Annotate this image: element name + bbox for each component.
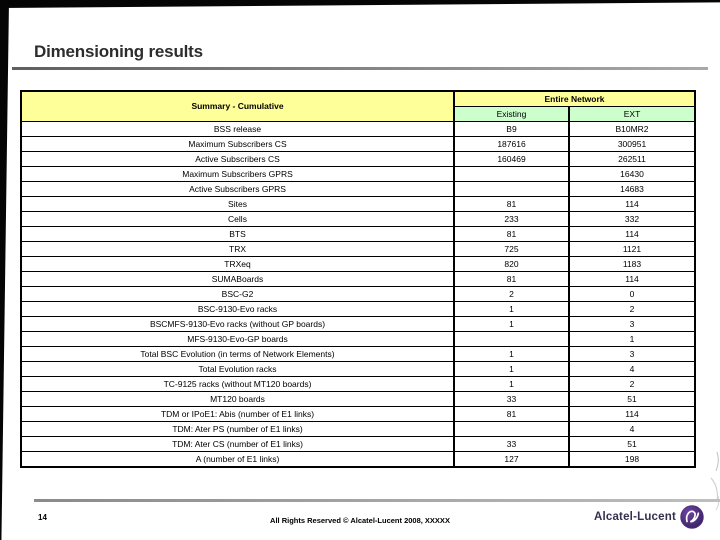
row-label: Active Subscribers GPRS [21,182,454,197]
cell-existing: 725 [454,242,569,257]
cell-ext: 1 [569,332,695,347]
cell-existing: 81 [454,227,569,242]
page-number: 14 [38,513,47,522]
row-label: Maximum Subscribers GPRS [21,167,454,182]
cell-existing: 1 [454,317,569,332]
cell-existing: 820 [454,257,569,272]
cell-existing [454,167,569,182]
cell-ext: 114 [569,407,695,422]
cell-ext: 114 [569,272,695,287]
table-row [21,422,695,437]
cell-ext: 51 [569,392,695,407]
cell-ext: 14683 [569,182,695,197]
table-row [21,437,695,452]
row-label: MT120 boards [21,392,454,407]
cell-existing: 81 [454,272,569,287]
left-border [0,0,9,540]
slide-title: Dimensioning results [34,42,203,61]
row-label: BSS release [21,122,454,137]
cell-ext: 16430 [569,167,695,182]
cell-existing: 1 [454,302,569,317]
row-label: BTS [21,227,454,242]
cell-existing: 33 [454,392,569,407]
cell-ext: 114 [569,227,695,242]
row-label: Active Subscribers CS [21,152,454,167]
row-label: Total BSC Evolution (in terms of Network Elements) [21,347,454,362]
row-label: TDM: Ater CS (number of E1 links) [21,437,454,452]
row-label: Sites [21,197,454,212]
cell-ext: 114 [569,197,695,212]
row-label: SUMABoards [21,272,454,287]
header-row-group [21,91,695,107]
cell-ext: 1121 [569,242,695,257]
row-label: A (number of E1 links) [21,452,454,468]
row-label: MFS-9130-Evo-GP boards [21,332,454,347]
row-label: Total Evolution racks [21,362,454,377]
column-header-ext: EXT [569,107,695,122]
cell-ext: 300951 [569,137,695,152]
cell-existing: 1 [454,362,569,377]
cell-existing: 160469 [454,152,569,167]
row-label: Maximum Subscribers CS [21,137,454,152]
cell-existing: 81 [454,197,569,212]
table-row [21,332,695,347]
row-label: Cells [21,212,454,227]
row-label: TC-9125 racks (without MT120 boards) [21,377,454,392]
cell-existing: 81 [454,407,569,422]
cell-ext: 0 [569,287,695,302]
table-row [21,317,695,332]
cell-existing [454,182,569,197]
table-row [21,287,695,302]
table-row [21,392,695,407]
table-row [21,257,695,272]
cell-ext: 262511 [569,152,695,167]
row-label: BSCMFS-9130-Evo racks (without GP boards) [21,317,454,332]
cell-ext: 2 [569,377,695,392]
dimensioning-table [20,90,696,468]
column-header-existing: Existing [454,107,569,122]
table-row [21,212,695,227]
top-border [0,0,720,8]
group-header-cell: Entire Network [454,91,695,107]
row-label: TDM or IPoE1: Abis (number of E1 links) [21,407,454,422]
cell-existing: 187616 [454,137,569,152]
row-label: TDM: Ater PS (number of E1 links) [21,422,454,437]
table-row [21,152,695,167]
table-row [21,377,695,392]
table-row [21,197,695,212]
table-row [21,182,695,197]
cell-ext: 2 [569,302,695,317]
cell-existing: 233 [454,212,569,227]
title-divider [12,67,708,70]
cell-ext: 4 [569,422,695,437]
cell-ext: 51 [569,437,695,452]
cell-ext: 3 [569,317,695,332]
table-row [21,407,695,422]
decorative-swoosh [700,450,720,512]
table-row [21,362,695,377]
row-label: TRX [21,242,454,257]
table-row [21,122,695,137]
alcatel-lucent-logo-icon [680,505,704,529]
logo-wordmark: Alcatel-Lucent [593,511,676,523]
cell-existing: 1 [454,377,569,392]
cell-ext: 4 [569,362,695,377]
cell-existing [454,422,569,437]
row-label: BSC-G2 [21,287,454,302]
table-header [21,91,695,122]
table-body [21,122,695,468]
cell-ext: B10MR2 [569,122,695,137]
footer-copyright: All Rights Reserved © Alcatel-Lucent 2008, XXXXX [270,516,450,525]
table-row [21,347,695,362]
cell-existing: B9 [454,122,569,137]
row-label: BSC-9130-Evo racks [21,302,454,317]
dimensioning-table-container [20,90,696,468]
table-row [21,167,695,182]
cell-ext: 332 [569,212,695,227]
cell-existing: 127 [454,452,569,468]
table-row [21,227,695,242]
cell-existing: 33 [454,437,569,452]
cell-existing: 2 [454,287,569,302]
footer-divider [34,499,720,502]
table-row [21,302,695,317]
cell-ext: 3 [569,347,695,362]
alcatel-lucent-logo [594,505,704,529]
table-row [21,137,695,152]
corner-header-cell: Summary - Cumulative [21,91,454,122]
cell-existing [454,332,569,347]
cell-ext: 1183 [569,257,695,272]
cell-existing: 1 [454,347,569,362]
row-label: TRXeq [21,257,454,272]
table-row [21,242,695,257]
table-row [21,272,695,287]
cell-ext: 198 [569,452,695,468]
table-row [21,452,695,468]
